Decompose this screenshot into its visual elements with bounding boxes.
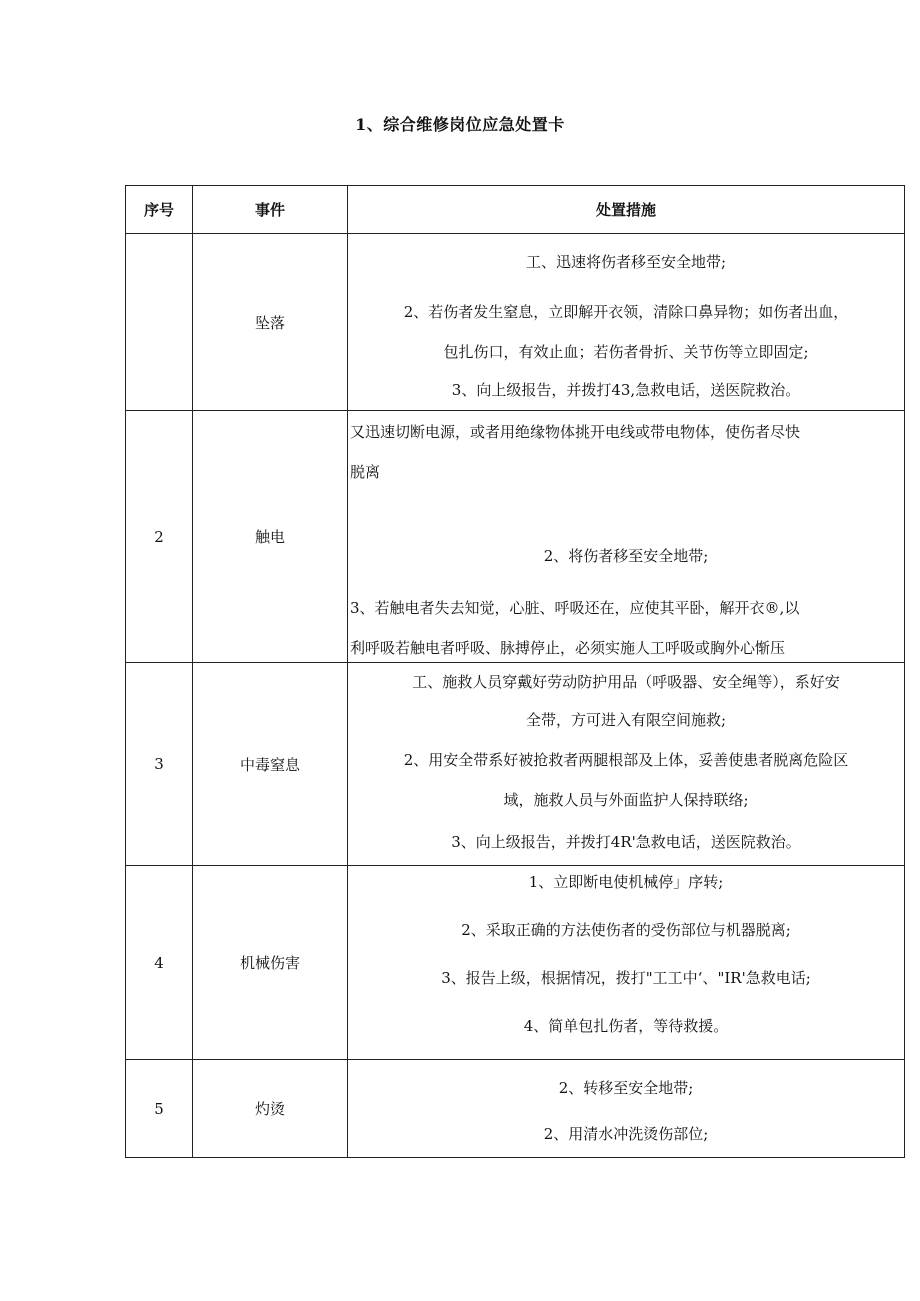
row-measures xyxy=(348,663,904,865)
measure-line: 2、转移至安全地带; xyxy=(558,1079,694,1097)
row-event: 机械伤害 xyxy=(193,866,348,1059)
measure-line: 脱离 xyxy=(350,463,381,481)
measure-line: 2、采取正确的方法使伤者的受伤部位与机器脱离; xyxy=(461,921,791,939)
measure-line: 3、向上级报告，并拨打4R'急救电话，送医院救治。 xyxy=(451,833,801,851)
table-row xyxy=(126,865,904,1059)
row-no: 3 xyxy=(126,663,193,865)
measure-line: 3、报告上级，根据情况，拨打"工工中‘、"IR'急救电话; xyxy=(441,969,811,987)
header-event: 事件 xyxy=(193,186,348,233)
measure-line: 又迅速切断电源，或者用绝缘物体挑开电线或带电物体，使伤者尽快 xyxy=(350,423,801,441)
header-no: 序号 xyxy=(126,186,193,233)
row-no: 4 xyxy=(126,866,193,1059)
measure-line: 2、将伤者移至安全地带; xyxy=(543,547,709,565)
table-header-row xyxy=(126,186,904,233)
table-row xyxy=(126,410,904,662)
row-event: 坠落 xyxy=(193,234,348,410)
header-measures: 处置措施 xyxy=(595,201,656,219)
table-row xyxy=(126,662,904,865)
row-no: 2 xyxy=(126,411,193,662)
table-row xyxy=(126,233,904,410)
row-event: 灼烫 xyxy=(193,1060,348,1157)
row-event: 触电 xyxy=(193,411,348,662)
measure-line: 工、施救人员穿戴好劳动防护用品（呼吸器、安全绳等），系好安 xyxy=(412,673,840,691)
row-measures xyxy=(348,1060,904,1157)
measure-line: 利呼吸若触电者呼吸、脉搏停止，必须实施人工呼吸或胸外心惭压 xyxy=(350,639,786,657)
row-measures xyxy=(348,234,904,410)
row-measures xyxy=(348,866,904,1059)
measure-line: 3、若触电者失去知觉，心脏、呼吸还在，应使其平卧，解开衣®,以 xyxy=(350,599,800,617)
row-no: 5 xyxy=(126,1060,193,1157)
table-row xyxy=(126,1059,904,1157)
measure-line: 2、若伤者发生窒息，立即解开衣领，清除口鼻异物；如伤者出血， xyxy=(403,303,849,321)
measure-line: 3、向上级报告，并拨打43,急救电话，送医院救治。 xyxy=(451,381,801,399)
measure-line: 1、立即断电使机械停」序转; xyxy=(528,873,724,891)
page-title: 1、综合维修岗位应急处置卡 xyxy=(355,115,565,134)
row-measures xyxy=(348,411,904,662)
measure-line: 2、用清水冲洗烫伤部位; xyxy=(543,1125,709,1143)
measure-line: 全带，方可进入有限空间施救; xyxy=(525,711,727,729)
measure-line: 域，施救人员与外面监护人保持联络; xyxy=(503,791,749,809)
measure-line: 包扎伤口，有效止血；若伤者骨折、关节伤等立即固定; xyxy=(443,343,809,361)
emergency-table xyxy=(125,185,905,1158)
measure-line: 4、简单包扎伤者，等待救援。 xyxy=(523,1017,729,1035)
row-no xyxy=(126,234,193,410)
row-event: 中毒窒息 xyxy=(193,663,348,865)
measure-line: 工、迅速将伤者移至安全地带; xyxy=(525,253,727,271)
measure-line: 2、用安全带系好被抢救者两腿根部及上体，妥善使患者脱离危险区 xyxy=(403,751,849,769)
